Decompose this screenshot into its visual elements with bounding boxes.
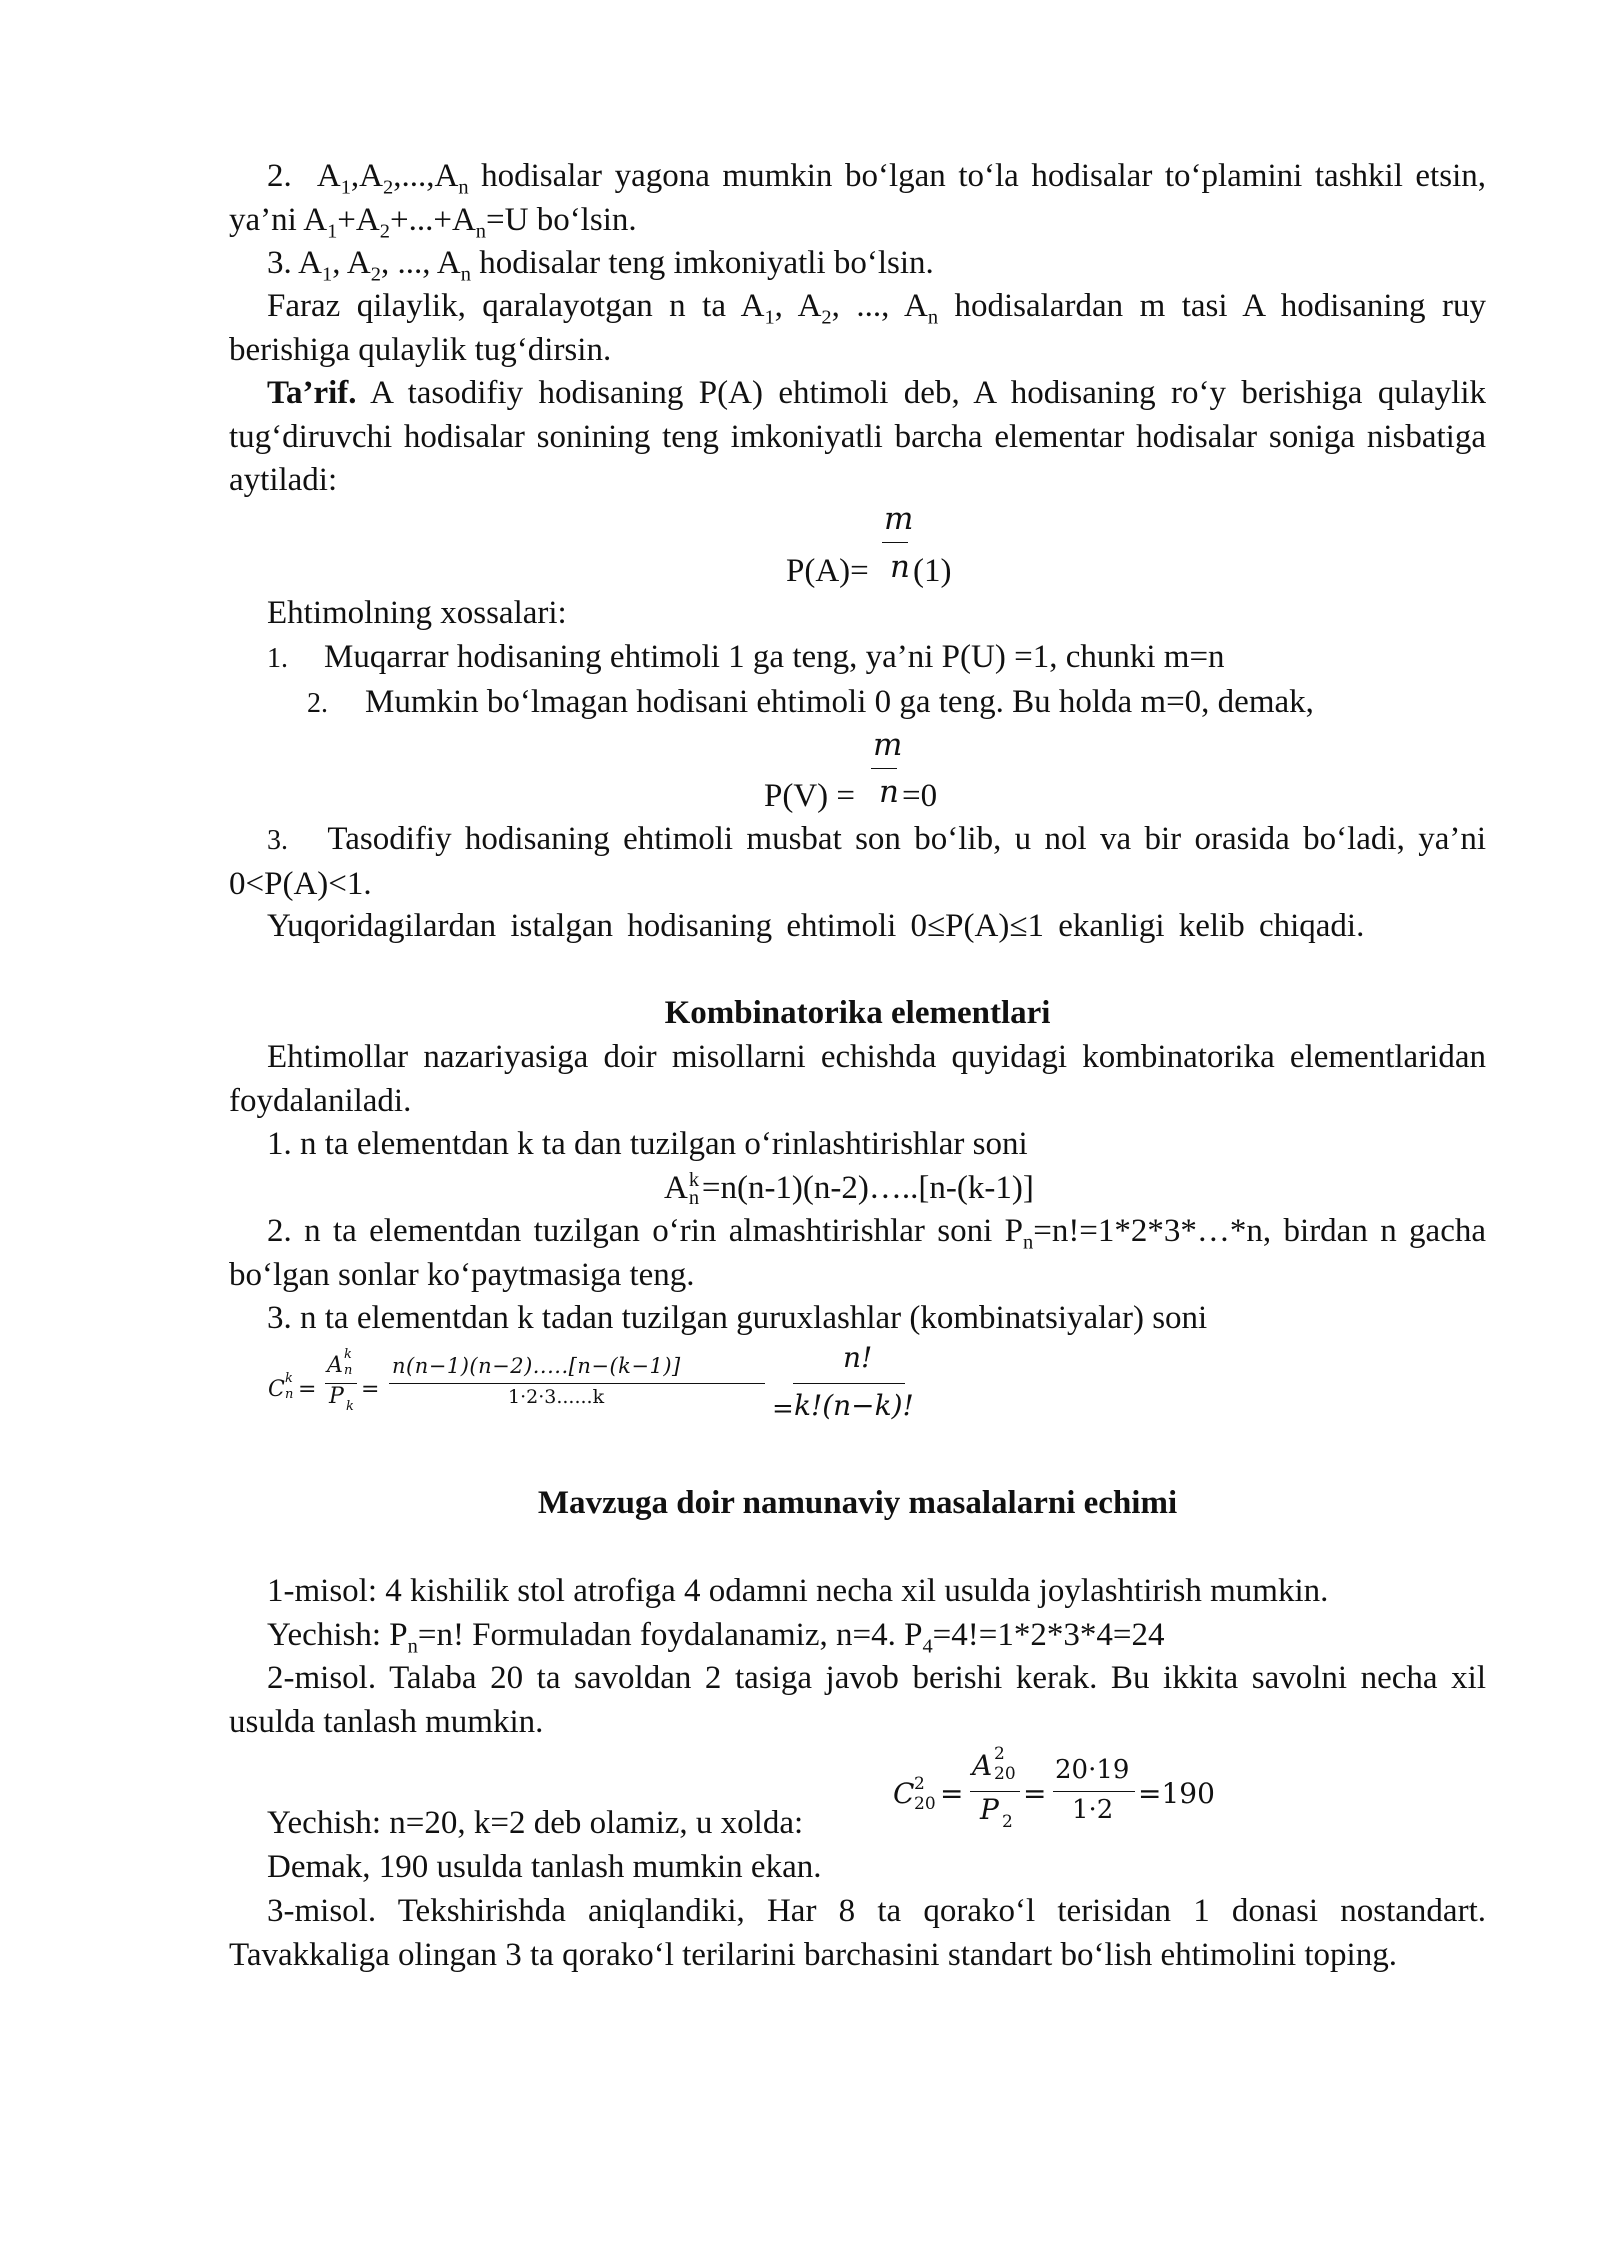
definition-body: A tasodifiy hodisaning P(A) ehtimoli deb, A hodisaning ro‘y berishiga qulaylik tug‘diruvchi hodisalar sonining teng imkoniyatli barcha elementar hodisalar soniga nisbatiga aytiladi:: [229, 375, 1486, 498]
subscript: 2: [1002, 1812, 1013, 1832]
text-run: , ..., A: [380, 245, 461, 281]
text-run: ,A: [350, 158, 383, 194]
section-heading-text: Kombinatorika elementlari: [664, 995, 1051, 1031]
formula-tag: (1): [913, 553, 952, 589]
example-2: [229, 1657, 1486, 1744]
formula-probability: [786, 498, 1046, 594]
properties-heading-text: Ehtimolning xossalari:: [267, 595, 567, 631]
superscript: 2: [914, 1774, 925, 1794]
definition-paragraph: [229, 372, 1486, 503]
properties-heading: [229, 592, 1486, 636]
property-item-2: [307, 681, 1507, 726]
paragraph-equiprobable: [229, 242, 1486, 286]
combination-item-2: [229, 1210, 1486, 1297]
example-2-text: 2-misol. Talaba 20 ta savoldan 2 tasiga javob berishi kerak. Bu ikkita savolni necha xil usulda tanlash mumkin.: [229, 1660, 1486, 1740]
formula-symbol: A: [664, 1170, 688, 1206]
subscript: 4: [922, 1635, 933, 1658]
text-run: =4!=1*2*3*4=24: [932, 1617, 1165, 1653]
subscript: n: [460, 263, 471, 286]
formula-symbol: A: [972, 1749, 993, 1782]
intro-paragraph: [229, 1036, 1486, 1123]
equals-sign: =: [772, 1394, 794, 1424]
item-number: 3.: [267, 245, 292, 281]
subscript: 2: [370, 263, 381, 286]
formula-numerator: 20·19: [1055, 1755, 1130, 1785]
formula-rhs: =0: [902, 778, 938, 814]
text-run: A: [291, 245, 323, 281]
list-item-text: Muqarrar hodisaning ehtimoli 1 ga teng, ya’ni P(U) =1, chunki m=n: [324, 639, 1225, 675]
text-run: ,...,A: [393, 158, 459, 194]
text-run: =U bo‘lsin.: [486, 201, 637, 238]
section-heading-combinatorics: [229, 992, 1486, 1036]
subscript: 1: [327, 220, 338, 243]
text-run: hodisalar teng imkoniyatli bo‘lsin.: [470, 245, 934, 281]
example-3-text: 3-misol. Tekshirishda aniqlandiki, Har 8 ta qorako‘l terisidan 1 donasi nostandart. Tavakkaliga olingan 3 ta qorako‘l terilarini barchasini standart bo‘lish ehtimolini toping.: [229, 1893, 1486, 1973]
combination-item-3: [229, 1297, 1486, 1341]
paragraph-complete-group-text: [229, 155, 1486, 242]
intro-text: Ehtimollar nazariyasiga doir misollarni echishda quyidagi kombinatorika elementlaridan foydalaniladi.: [229, 1039, 1486, 1119]
list-number: 2.: [307, 688, 328, 719]
text-run: , ..., A: [831, 288, 928, 324]
subscript: n: [407, 1635, 418, 1658]
formula-symbol: C: [268, 1377, 285, 1402]
solution-1: [229, 1614, 1486, 1658]
fraction-bar: [970, 1791, 1020, 1792]
formula-numerator: n(n−1)(n−2).....[n−(k−1)]: [392, 1354, 681, 1378]
formula-arrangements: [664, 1167, 1034, 1211]
paragraph-assumption: [229, 285, 1486, 372]
conclusion-paragraph: [229, 905, 1486, 949]
formula-lhs: P(A)=: [786, 553, 869, 589]
formula-result: =190: [1138, 1777, 1215, 1810]
text-run: =n! Formuladan foydalanamiz, n=4. P: [417, 1617, 923, 1653]
text-run: , A: [774, 288, 822, 324]
text-run: 2. n ta elementdan tuzilgan o‘rin almashtirishlar soni P: [267, 1213, 1023, 1249]
paragraph-complete-group: [229, 155, 1486, 242]
subscript: n: [475, 220, 486, 243]
equals-sign: =: [1023, 1777, 1047, 1810]
property-item-1: [267, 636, 1467, 681]
subscript: 2: [379, 220, 390, 243]
definition-label: Ta’rif.: [267, 375, 357, 411]
fraction-bar: [882, 542, 908, 543]
solution-1-text: [229, 1614, 1486, 1658]
example-1: [229, 1570, 1486, 1614]
formula-denominator: k!(n−k)!: [794, 1389, 914, 1422]
formula-symbol: A: [327, 1353, 343, 1378]
symbol-a: A: [316, 158, 341, 194]
subscript: k: [346, 1399, 354, 1414]
formula-rhs: =n(n-1)(n-2)…..[n-(k-1)]: [701, 1170, 1034, 1206]
formula-denominator: 1·2: [1072, 1795, 1114, 1825]
superscript: k: [285, 1371, 293, 1386]
text-run: +...+A: [389, 201, 476, 238]
subscript: 1: [764, 306, 775, 329]
conclusion-text: Yuqoridagilardan istalgan hodisaning ehtimoli 0≤P(A)≤1 ekanligi kelib chiqadi.: [267, 908, 1365, 944]
subscript: 2: [383, 176, 394, 199]
combination-item-2-text: [229, 1210, 1486, 1297]
formula-combinations: [265, 1342, 965, 1432]
superscript: k: [344, 1347, 352, 1362]
combination-item-1: [229, 1123, 1486, 1167]
formula-denominator: n: [879, 774, 899, 810]
fraction-bar: [871, 768, 897, 769]
example-1-text: 1-misol: 4 kishilik stol atrofiga 4 odamni necha xil usulda joylashtirish mumkin.: [267, 1573, 1329, 1609]
solution-2: [229, 1802, 1486, 1846]
solution-2-text: Yechish: n=20, k=2 deb olamiz, u xolda:: [267, 1805, 804, 1841]
subscript: n: [1022, 1231, 1034, 1254]
subscript: 20: [994, 1764, 1016, 1784]
fraction-bar: [793, 1383, 905, 1384]
subscript: n: [285, 1387, 294, 1402]
text-run: Yechish: P: [267, 1617, 408, 1653]
text-run: =n!=1*2*3*…*n, birdan n gacha bo‘lgan sonlar ko‘paytmasiga teng.: [229, 1213, 1486, 1293]
solution-2-result: [229, 1846, 1486, 1890]
definition-text: [229, 372, 1486, 503]
paragraph-assumption-text: [229, 285, 1486, 372]
formula-lhs: P(V) =: [764, 778, 856, 814]
subscript: 20: [914, 1794, 936, 1814]
equals-sign: =: [361, 1377, 380, 1402]
formula-numerator: n!: [843, 1341, 873, 1374]
text-run: hodisalar yagona mumkin bo‘lgan to‘la hodisalar to‘plamini tashkil etsin, ya’ni A: [229, 158, 1486, 238]
combination-item-text: 1. n ta elementdan k ta dan tuzilgan o‘rinlashtirishlar soni: [267, 1126, 1028, 1162]
formula-numerator: m: [884, 501, 914, 537]
fraction-bar: [389, 1383, 765, 1384]
fraction-bar: [1053, 1791, 1135, 1792]
text-run: +A: [337, 201, 380, 238]
subscript: 2: [821, 306, 832, 329]
formula-symbol: P: [980, 1793, 999, 1826]
section-heading-text: Mavzuga doir namunaviy masalalarni echimi: [537, 1485, 1178, 1521]
list-number: 1.: [267, 643, 288, 674]
example-3: [229, 1890, 1486, 1977]
solution-2-result-text: Demak, 190 usulda tanlash mumkin ekan.: [267, 1849, 822, 1885]
text-run: , A: [332, 245, 371, 281]
combination-item-text: 3. n ta elementdan k tadan tuzilgan guruxlashlar (kombinatsiyalar) soni: [267, 1300, 1208, 1336]
formula-symbol: C: [893, 1777, 915, 1810]
list-number: 3.: [267, 825, 288, 856]
item-number: 2.: [267, 158, 292, 194]
text-run: Faraz qilaylik, qaralayotgan n ta A: [267, 288, 765, 324]
text-run: hodisalardan m tasi A hodisaning ruy berishiga qulaylik tug‘dirsin.: [229, 288, 1486, 368]
property-item-3: [229, 818, 1486, 906]
subscript: 1: [322, 263, 333, 286]
formula-impossible: [764, 724, 1024, 816]
formula-scripts: k n: [688, 1169, 700, 1209]
subscript: n: [927, 306, 939, 329]
superscript: 2: [994, 1744, 1005, 1764]
equals-sign: =: [298, 1377, 317, 1402]
equals-sign: =: [940, 1777, 964, 1810]
formula-symbol: P: [329, 1384, 344, 1409]
property-item-3-text: [229, 818, 1486, 906]
list-item-text: Tasodifiy hodisaning ehtimoli musbat son bo‘lib, u nol va bir orasida bo‘ladi, ya’ni 0<P(A)<1.: [229, 821, 1486, 902]
subscript: n: [344, 1363, 353, 1378]
subscript: n: [458, 176, 469, 199]
list-item-text: Mumkin bo‘lmagan hodisani ehtimoli 0 ga teng. Bu holda m=0, demak,: [365, 684, 1314, 720]
paragraph-equiprobable-text: [229, 242, 1486, 286]
formula-denominator: 1·2·3......k: [508, 1386, 605, 1408]
formula-denominator: n: [890, 549, 910, 585]
subscript: 1: [340, 176, 351, 199]
formula-numerator: m: [873, 727, 903, 763]
section-heading-examples: [229, 1482, 1486, 1526]
